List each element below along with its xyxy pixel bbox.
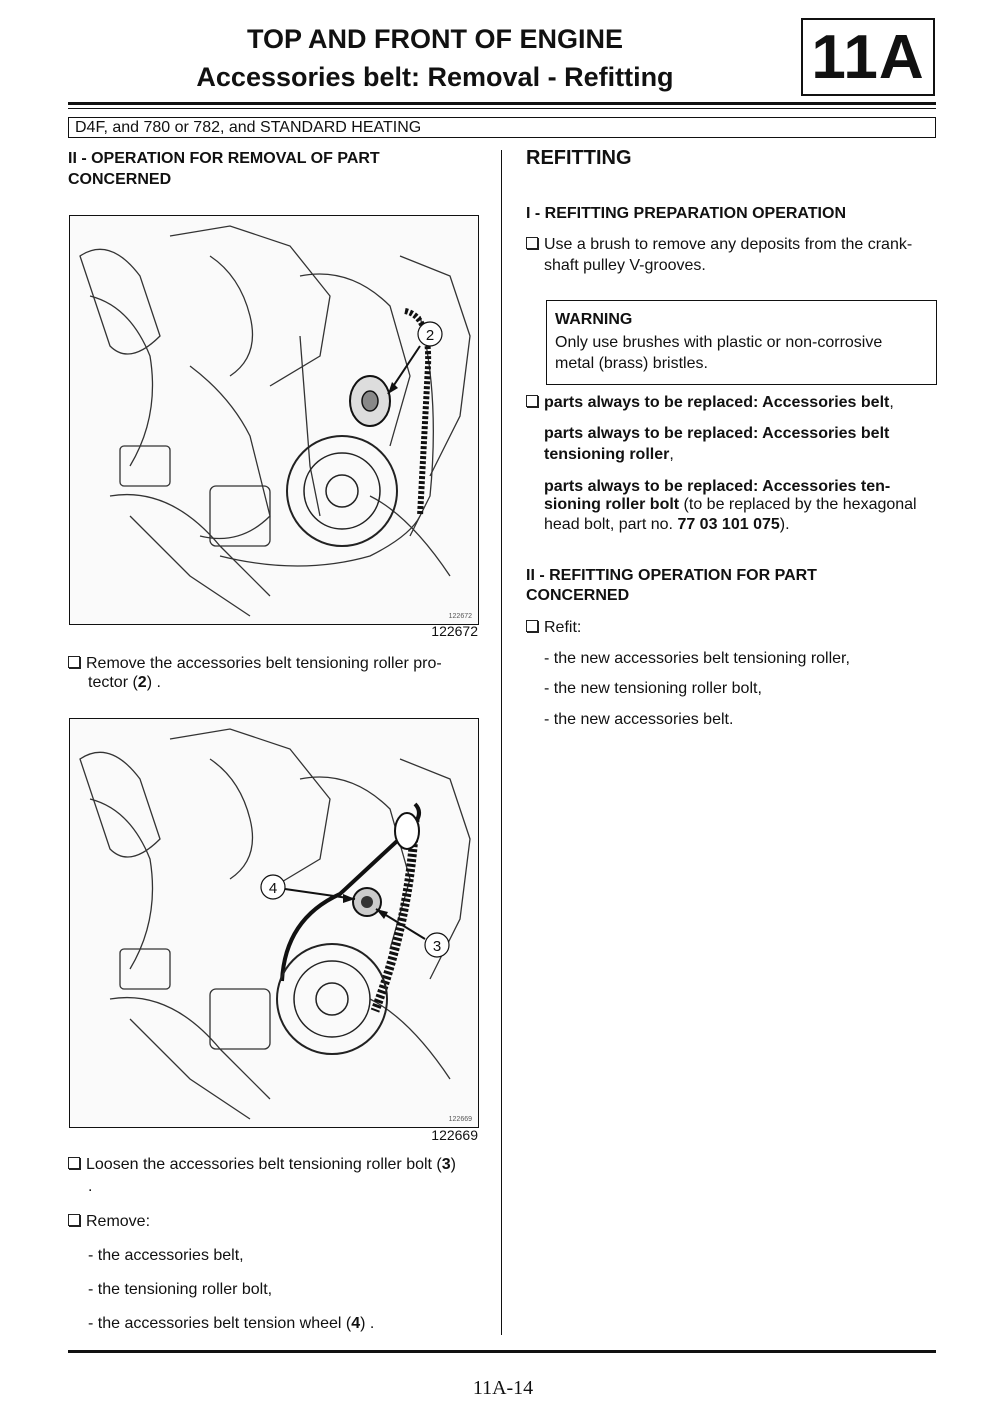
step-loosen-bolt: Loosen the accessories belt tensioning roller bolt (3) — [68, 1154, 488, 1175]
parts-replace-bolt-line1: parts always to be replaced: Accessories ten- — [544, 478, 891, 495]
page-title: TOP AND FRONT OF ENGINE — [246, 24, 624, 54]
refit-item-roller: - the new accessories belt tensioning roller, — [544, 650, 850, 667]
callout-3-label: 3 — [432, 938, 442, 955]
parts-replace-bolt-line2: sioning roller bolt (to be replaced by the hexagonal — [544, 496, 917, 513]
remove-item-bolt: - the tensioning roller bolt, — [88, 1281, 273, 1298]
parts-replace-roller-line2: tensioning roller, — [544, 446, 674, 463]
engine-illustration-1 — [70, 216, 478, 624]
page-number: 11A-14 — [472, 1377, 534, 1399]
remove-item-wheel: - the accessories belt tension wheel (4) . — [88, 1315, 375, 1332]
removal-heading-line2: CONCERNED — [68, 171, 172, 188]
step-remove: Remove: — [68, 1211, 150, 1232]
refit-op-heading-line1: II - REFITTING OPERATION FOR PART — [526, 567, 817, 584]
checkbox-bullet-icon — [68, 1214, 80, 1226]
figure1-small-number: 122672 — [448, 613, 472, 620]
checkbox-bullet-icon — [526, 395, 538, 407]
checkbox-bullet-icon — [68, 1157, 80, 1169]
callout-4-label: 4 — [268, 880, 278, 897]
header-rule — [68, 102, 936, 105]
figure-engine-protector — [69, 215, 479, 625]
figure2-number: 122669 — [431, 1127, 478, 1143]
warning-title: WARNING — [555, 311, 633, 328]
warning-line2: metal (brass) bristles. — [555, 355, 708, 372]
refitting-heading: REFITTING — [526, 147, 632, 169]
footer-rule — [68, 1350, 936, 1353]
step-remove-protector: Remove the accessories belt tensioning roller pro- — [68, 653, 480, 674]
step-loosen-bolt-dot: . — [88, 1178, 93, 1195]
warning-line1: Only use brushes with plastic or non-corrosive — [555, 334, 883, 351]
callout-2-label: 2 — [425, 327, 435, 344]
step-refit: Refit: — [526, 617, 581, 638]
step-remove-protector-cont: tector (2) . — [88, 674, 161, 691]
remove-item-belt: - the accessories belt, — [88, 1247, 244, 1264]
vehicle-variant-bar: D4F, and 780 or 782, and STANDARD HEATING — [68, 117, 936, 138]
warning-box — [546, 300, 937, 385]
page-subtitle: Accessories belt: Removal - Refitting — [196, 62, 674, 92]
parts-replace-roller-line1: parts always to be replaced: Accessories belt — [544, 425, 890, 442]
prep-heading: I - REFITTING PREPARATION OPERATION — [526, 205, 846, 222]
engine-illustration-2 — [70, 719, 478, 1127]
removal-heading-line1: II - OPERATION FOR REMOVAL OF PART — [68, 150, 380, 167]
refit-item-bolt: - the new tensioning roller bolt, — [544, 680, 762, 697]
step-brush: Use a brush to remove any deposits from the crank- — [526, 234, 912, 255]
figure1-number: 122672 — [431, 623, 478, 639]
header-rule-thin — [68, 108, 936, 109]
parts-replace-bolt-line3: head bolt, part no. 77 03 101 075). — [544, 516, 790, 533]
checkbox-bullet-icon — [68, 656, 80, 668]
figure-tensioner-bolt — [69, 718, 479, 1128]
parts-replace-belt: parts always to be replaced: Accessories belt, — [526, 392, 894, 413]
refit-op-heading-line2: CONCERNED — [526, 587, 630, 604]
checkbox-bullet-icon — [526, 237, 538, 249]
column-divider — [501, 150, 502, 1335]
step-brush-cont: shaft pulley V-grooves. — [544, 257, 706, 274]
section-code-badge: 11A — [801, 18, 935, 96]
figure2-small-number: 122669 — [448, 1116, 472, 1123]
refit-item-belt: - the new accessories belt. — [544, 711, 734, 728]
checkbox-bullet-icon — [526, 620, 538, 632]
